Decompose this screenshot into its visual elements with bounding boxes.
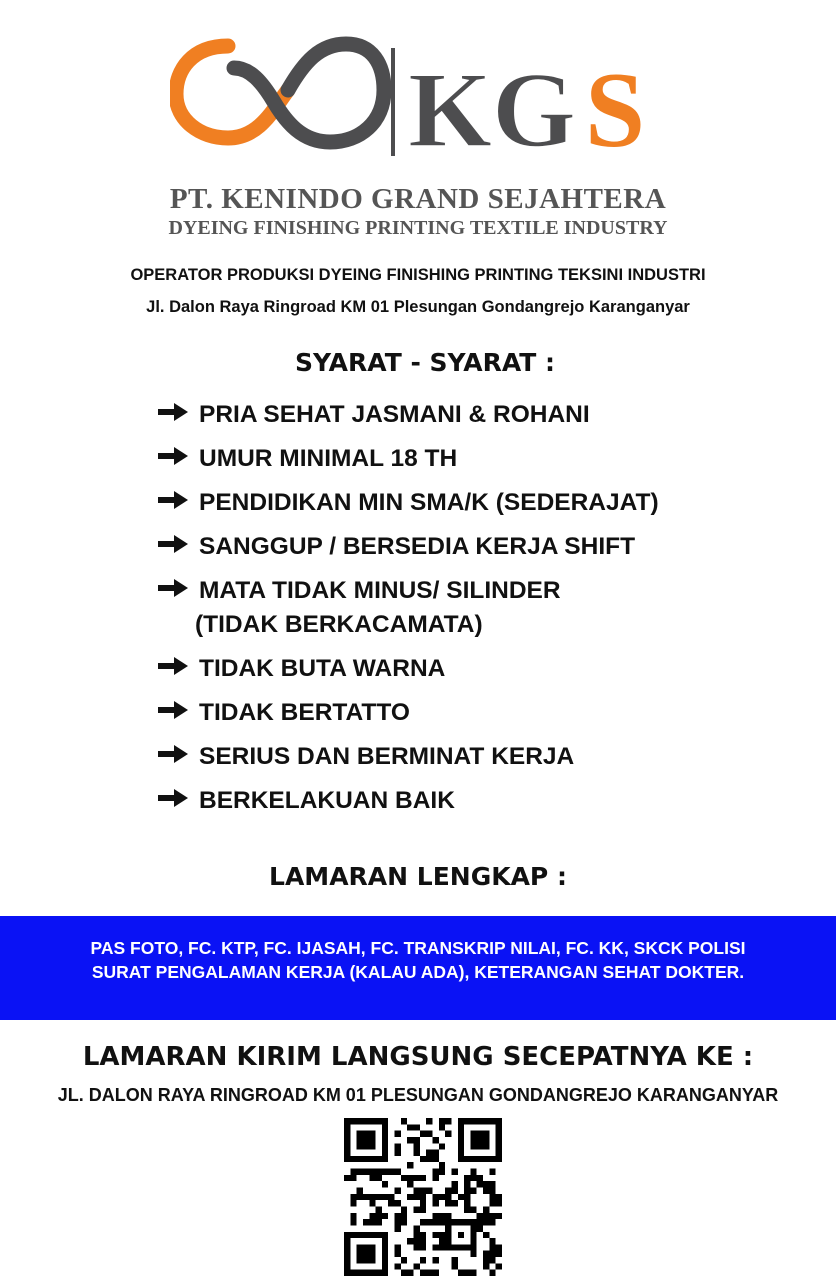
requirement-text: SANGGUP / BERSEDIA KERJA SHIFT bbox=[199, 533, 636, 560]
documents-line-2: SURAT PENGALAMAN KERJA (KALAU ADA), KETERANGAN SEHAT DOKTER. bbox=[91, 962, 745, 982]
kgs-logo bbox=[170, 28, 670, 163]
requirement-item bbox=[158, 398, 659, 432]
requirement-text: PRIA SEHAT JASMANI & ROHANI bbox=[199, 401, 590, 428]
requirement-item bbox=[158, 652, 659, 686]
company-name: PT. KENINDO GRAND SEJAHTERA bbox=[169, 183, 667, 215]
requirement-item bbox=[158, 530, 659, 564]
arrow-right-icon bbox=[158, 403, 188, 421]
requirements-list bbox=[158, 398, 659, 828]
requirement-text: TIDAK BUTA WARNA bbox=[199, 655, 446, 682]
requirement-item bbox=[158, 696, 659, 730]
company-address: Jl. Dalon Raya Ringroad KM 01 Plesungan Gondangrejo Karanganyar bbox=[146, 298, 690, 316]
requirements-heading: SYARAT - SYARAT : bbox=[294, 348, 556, 377]
arrow-right-icon bbox=[158, 657, 188, 675]
arrow-right-icon bbox=[158, 535, 188, 553]
infinity-icon bbox=[176, 44, 384, 142]
svg-text:KG: KG bbox=[408, 51, 577, 163]
documents-heading: LAMARAN LENGKAP : bbox=[269, 862, 567, 891]
requirement-item bbox=[158, 442, 659, 476]
requirement-item bbox=[158, 740, 659, 774]
requirement-item bbox=[158, 486, 659, 520]
arrow-right-icon bbox=[158, 789, 188, 807]
send-address: JL. DALON RAYA RINGROAD KM 01 PLESUNGAN GONDANGREJO KARANGANYAR bbox=[57, 1085, 779, 1105]
requirement-text: BERKELAKUAN BAIK bbox=[199, 787, 455, 814]
job-position: OPERATOR PRODUKSI DYEING FINISHING PRINTING TEKSINI INDUSTRI bbox=[130, 266, 706, 284]
requirement-item bbox=[158, 784, 659, 818]
requirement-text: PENDIDIKAN MIN SMA/K (SEDERAJAT) bbox=[199, 489, 659, 516]
documents-line-1: PAS FOTO, FC. KTP, FC. IJASAH, FC. TRANSKRIP NILAI, FC. KK, SKCK POLISI bbox=[90, 938, 746, 958]
requirement-text: SERIUS DAN BERMINAT KERJA bbox=[199, 743, 575, 770]
arrow-right-icon bbox=[158, 745, 188, 763]
requirement-text: UMUR MINIMAL 18 TH bbox=[199, 445, 458, 472]
documents-banner bbox=[0, 916, 836, 1020]
send-heading: LAMARAN KIRIM LANGSUNG SECEPATNYA KE : bbox=[82, 1042, 754, 1072]
requirement-item bbox=[158, 574, 659, 642]
requirement-text: TIDAK BERTATTO bbox=[199, 699, 410, 726]
requirement-text: MATA TIDAK MINUS/ SILINDER bbox=[199, 577, 561, 604]
requirement-text: (TIDAK BERKACAMATA) bbox=[195, 611, 483, 638]
svg-text:S: S bbox=[585, 51, 646, 163]
arrow-right-icon bbox=[158, 491, 188, 509]
arrow-right-icon bbox=[158, 579, 188, 597]
arrow-right-icon bbox=[158, 447, 188, 465]
company-subtitle: DYEING FINISHING PRINTING TEXTILE INDUSTRY bbox=[168, 217, 668, 239]
qr-code-icon bbox=[344, 1118, 502, 1276]
arrow-right-icon bbox=[158, 701, 188, 719]
